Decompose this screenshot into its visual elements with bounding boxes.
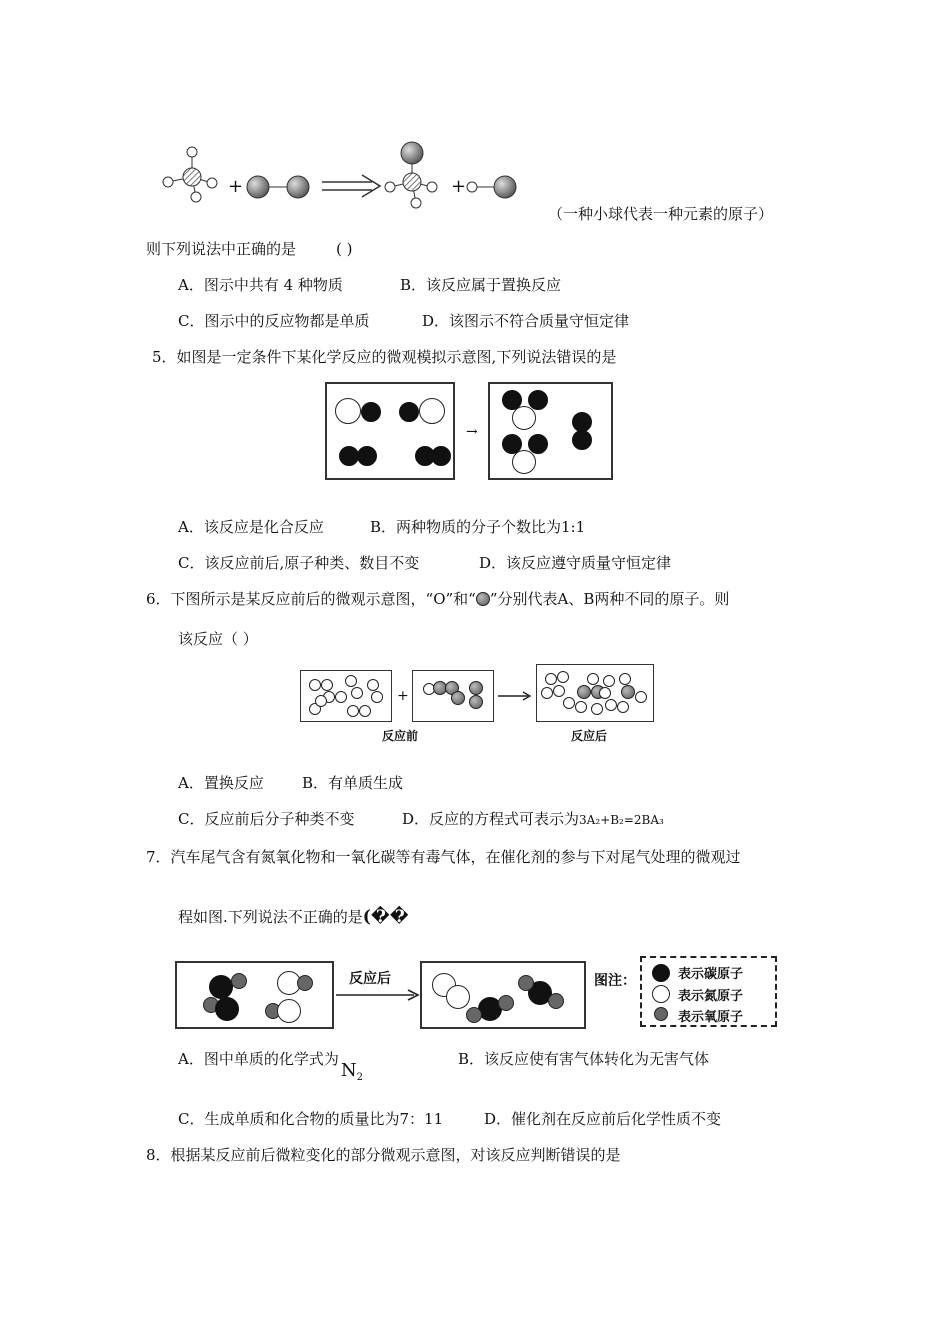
q4-reactant-molecule xyxy=(163,147,217,202)
q4-arrow xyxy=(322,175,380,197)
q7-after-box xyxy=(420,961,586,1029)
q7-arrow xyxy=(334,988,420,1002)
q4-plus-1: + xyxy=(228,176,244,197)
q6-option-d[interactable]: D．反应的方程式可表示为3A₂+B₂=2BA₃ xyxy=(402,810,664,828)
q7-legend-box xyxy=(640,956,777,1027)
q7-legend-oxygen: 表示氧原子 xyxy=(678,1010,744,1025)
q7-option-a[interactable]: A．图中单质的化学式为$N_2$ xyxy=(178,1050,363,1083)
q6-label-after: 反应后 xyxy=(571,729,608,743)
q4-option-c[interactable]: C．图示中的反应物都是单质 xyxy=(178,312,370,330)
oxygen-atom-icon xyxy=(654,1007,668,1021)
q6-before-box-a xyxy=(300,670,392,722)
q7-legend-title: 图注： xyxy=(594,973,636,989)
q6-plus: + xyxy=(397,688,409,704)
q7-legend-nitrogen: 表示氮原子 xyxy=(678,989,744,1004)
q4-option-a[interactable]: A．图示中共有 4 种物质 xyxy=(178,276,343,294)
q6-option-b[interactable]: B．有单质生成 xyxy=(302,774,404,792)
nitrogen-atom-icon xyxy=(652,985,670,1003)
q4-stem: 则下列说法中正确的是 ( ) xyxy=(146,240,353,258)
q5-option-d[interactable]: D．该反应遵守质量守恒定律 xyxy=(479,554,672,572)
q4-legend-note: （一种小球代表一种元素的原子） xyxy=(548,205,774,223)
q4-diatomic-molecule xyxy=(247,176,309,198)
q5-arrow: → xyxy=(466,424,478,440)
q6-label-before: 反应前 xyxy=(382,729,419,743)
q6-after-box xyxy=(536,664,654,722)
q6-stem-2: 该反应（ ） xyxy=(178,630,258,648)
q4-plus-2: + xyxy=(451,176,467,197)
q4-reaction-diagram xyxy=(150,135,530,215)
q6-option-c[interactable]: C．反应前后分子种类不变 xyxy=(178,810,355,828)
q5-option-a[interactable]: A．该反应是化合反应 xyxy=(178,518,324,536)
q7-option-d[interactable]: D．催化剂在反应前后化学性质不变 xyxy=(484,1110,722,1128)
q6-stem: 6．下图所示是某反应前后的微观示意图，“O”和“ ”分别代表A、B两种不同的原子。则 xyxy=(146,590,730,608)
q6-arrow xyxy=(498,690,534,702)
carbon-atom-icon xyxy=(652,964,670,982)
q7-stem: 7．汽车尾气含有氮氧化物和一氧化碳等有毒气体，在催化剂的参与下对尾气处理的微观过 xyxy=(146,848,741,866)
q6-b-atom-icon xyxy=(476,592,490,606)
q7-before-box xyxy=(175,961,334,1029)
q7-stem-2: 程如图.下列说法不正确的是(�� xyxy=(178,907,409,927)
q5-after-box xyxy=(488,382,613,480)
q5-option-c[interactable]: C．该反应前后,原子种类、数目不变 xyxy=(178,554,420,572)
q6-before-box-b xyxy=(412,670,494,722)
q5-option-b[interactable]: B．两种物质的分子个数比为1:1 xyxy=(370,518,586,536)
q7-option-c[interactable]: C．生成单质和化合物的质量比为7：11 xyxy=(178,1110,444,1128)
q5-stem: 5．如图是一定条件下某化学反应的微观模拟示意图,下列说法错误的是 xyxy=(152,348,617,366)
q7-arrow-label: 反应后 xyxy=(349,971,391,987)
q4-product-molecule xyxy=(385,142,437,208)
q7-legend-carbon: 表示碳原子 xyxy=(678,967,744,982)
q4-option-d[interactable]: D．该图示不符合质量守恒定律 xyxy=(422,312,630,330)
q7-option-b[interactable]: B．该反应使有害气体转化为无害气体 xyxy=(458,1050,710,1068)
q4-product-diatomic xyxy=(467,176,516,198)
q8-stem: 8．根据某反应前后微粒变化的部分微观示意图，对该反应判断错误的是 xyxy=(146,1146,621,1164)
q6-option-a[interactable]: A．置换反应 xyxy=(178,774,264,792)
q4-option-b[interactable]: B．该反应属于置换反应 xyxy=(400,276,562,294)
q5-before-box xyxy=(325,382,455,480)
